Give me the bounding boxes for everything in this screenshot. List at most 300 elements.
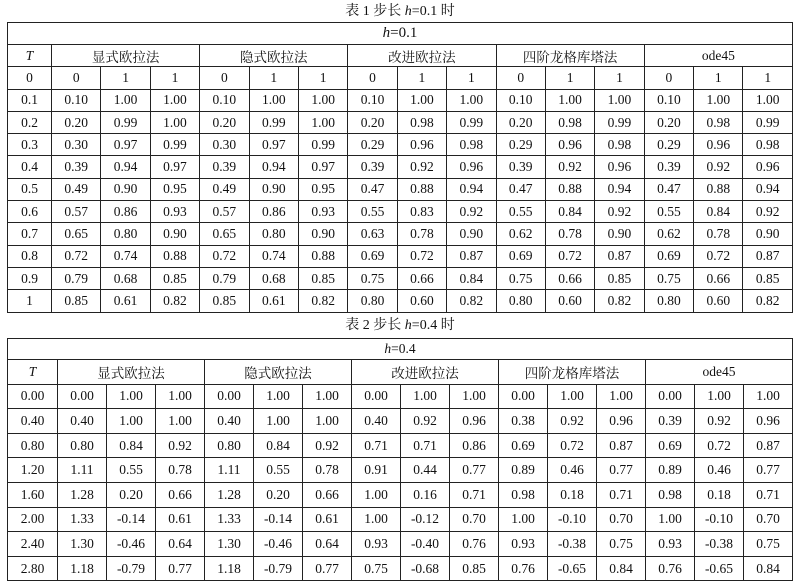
table2-value-cell: 0.72 — [695, 433, 744, 458]
table2-value-cell: 1.00 — [548, 384, 597, 409]
table1-value-cell: 0.78 — [545, 223, 594, 245]
table2-value-cell: 0.55 — [107, 458, 156, 483]
table1-time-cell: 0.2 — [8, 111, 52, 133]
table2-value-cell: 0.71 — [744, 482, 793, 507]
table2-value-cell: 1.00 — [107, 409, 156, 434]
table1-value-cell: 1.00 — [101, 89, 150, 111]
table2-value-cell: -0.38 — [695, 532, 744, 557]
table1-value-cell: 0.85 — [200, 290, 249, 312]
table1-value-cell: 0.74 — [101, 245, 150, 267]
table2-value-cell: 1.18 — [58, 556, 107, 581]
table1-value-cell: 0.72 — [397, 245, 446, 267]
table1-value-cell: 0.87 — [743, 245, 793, 267]
table1-value-cell: 1.00 — [694, 89, 743, 111]
table1-value-cell: 0.72 — [545, 245, 594, 267]
table2-value-cell: 1.00 — [156, 384, 205, 409]
table2-value-cell: 0.76 — [450, 532, 499, 557]
table1-value-cell: 0.68 — [101, 267, 150, 289]
table1-time-cell: 0.7 — [8, 223, 52, 245]
table2-time-cell: 0.40 — [8, 409, 58, 434]
table2-value-cell: 1.00 — [597, 384, 646, 409]
table1-h-row — [8, 23, 793, 45]
table1-value-cell: 0.78 — [694, 223, 743, 245]
table1-value-cell: 0.69 — [348, 245, 397, 267]
table1-row — [8, 223, 793, 245]
table2-value-cell: -0.46 — [254, 532, 303, 557]
table2-value-cell: 1.33 — [58, 507, 107, 532]
table1-header-implicit-euler: 隐式欧拉法 — [200, 45, 348, 67]
table2-value-cell: 0.40 — [58, 409, 107, 434]
table2-value-cell: 0.75 — [597, 532, 646, 557]
table2-value-cell: -0.79 — [254, 556, 303, 581]
table1-value-cell: 0.69 — [644, 245, 693, 267]
table2-row — [8, 482, 793, 507]
table1-header-ode45: ode45 — [644, 45, 792, 67]
table1-value-cell: 0.65 — [52, 223, 101, 245]
table2-value-cell: -0.40 — [401, 532, 450, 557]
table2-caption-suffix: =0.4 时 — [411, 318, 455, 333]
table1-row — [8, 267, 793, 289]
table1-value-cell: 0.61 — [249, 290, 298, 312]
table2-value-cell: 0.69 — [646, 433, 695, 458]
table1-value-cell: 0.88 — [545, 178, 594, 200]
table1-value-cell: 1 — [150, 67, 199, 89]
table2-value-cell: 0.39 — [646, 409, 695, 434]
table1-header-row — [8, 45, 793, 67]
table1-value-cell: 1 — [595, 67, 644, 89]
table1-value-cell: 0.97 — [298, 156, 347, 178]
table1-value-cell: 0.95 — [150, 178, 199, 200]
table1-value-cell: 0.98 — [743, 134, 793, 156]
table1-value-cell: 0.39 — [200, 156, 249, 178]
table2-value-cell: 0.44 — [401, 458, 450, 483]
table1-value-cell: 0.88 — [397, 178, 446, 200]
table1-row — [8, 156, 793, 178]
table1-caption-var: h — [404, 4, 412, 19]
table1-value-cell: 0.96 — [595, 156, 644, 178]
table1-value-cell: 0 — [348, 67, 397, 89]
table2-value-cell: 0.18 — [695, 482, 744, 507]
table2-value-cell: 0.87 — [744, 433, 793, 458]
table2-value-cell: 0.55 — [254, 458, 303, 483]
table1-value-cell: 1.00 — [743, 89, 793, 111]
table2-row — [8, 433, 793, 458]
table2-value-cell: 0.66 — [303, 482, 352, 507]
table1-value-cell: 0.79 — [200, 267, 249, 289]
table1-value-cell: 0.80 — [496, 290, 545, 312]
table2-value-cell: 0.64 — [303, 532, 352, 557]
table2-h-cell — [8, 339, 793, 360]
table1-value-cell: 0.98 — [694, 111, 743, 133]
table1-value-cell: 1.00 — [545, 89, 594, 111]
table1-h-cell — [8, 23, 793, 45]
table2-value-cell: 0.00 — [352, 384, 401, 409]
table1-value-cell: 0 — [52, 67, 101, 89]
table1-value-cell: 0.39 — [348, 156, 397, 178]
table2-value-cell: 0.00 — [499, 384, 548, 409]
table2-value-cell: 0.77 — [597, 458, 646, 483]
table2-value-cell: -0.46 — [107, 532, 156, 557]
table2-caption-var: h — [404, 318, 412, 333]
table1-value-cell: 0.82 — [743, 290, 793, 312]
table1-value-cell: 0.94 — [447, 178, 496, 200]
table2-value-cell: 0.77 — [303, 556, 352, 581]
table2-value-cell: 1.28 — [205, 482, 254, 507]
table1-value-cell: 1.00 — [150, 89, 199, 111]
table2-value-cell: 0.46 — [695, 458, 744, 483]
table1-header-rk4: 四阶龙格库塔法 — [496, 45, 644, 67]
table2-value-cell: -0.10 — [695, 507, 744, 532]
table1-value-cell: 0.90 — [743, 223, 793, 245]
table2-value-cell: 0.40 — [352, 409, 401, 434]
table1-value-cell: 0.97 — [150, 156, 199, 178]
table1-time-cell: 0.3 — [8, 134, 52, 156]
table2-value-cell: 0.84 — [597, 556, 646, 581]
table2-row — [8, 507, 793, 532]
table2-row — [8, 409, 793, 434]
table1-value-cell: 0.85 — [298, 267, 347, 289]
table1-value-cell: 0.80 — [101, 223, 150, 245]
table1-value-cell: 1 — [397, 67, 446, 89]
table1-value-cell: 0.75 — [496, 267, 545, 289]
table2-value-cell: 0.92 — [548, 409, 597, 434]
table2-value-cell: 0.18 — [548, 482, 597, 507]
table2-header-implicit-euler: 隐式欧拉法 — [205, 360, 352, 385]
table1-value-cell: 0.90 — [298, 223, 347, 245]
table1-value-cell: 0.97 — [249, 134, 298, 156]
table2-value-cell: 1.00 — [303, 409, 352, 434]
table2-value-cell: 0.92 — [156, 433, 205, 458]
table1-value-cell: 0.20 — [496, 111, 545, 133]
table2-value-cell: 0.84 — [107, 433, 156, 458]
table2-value-cell: 0.69 — [499, 433, 548, 458]
table2-value-cell: 0.89 — [646, 458, 695, 483]
table1-value-cell: 0.90 — [595, 223, 644, 245]
table1-value-cell: 0.55 — [644, 201, 693, 223]
table1-row — [8, 134, 793, 156]
table2-value-cell: 0.00 — [205, 384, 254, 409]
table1-value-cell: 0.75 — [348, 267, 397, 289]
table1-value-cell: 0.82 — [595, 290, 644, 312]
table2-value-cell: 0.84 — [254, 433, 303, 458]
table2-h-suffix: =0.4 — [391, 341, 416, 356]
table2-value-cell: 0.96 — [597, 409, 646, 434]
table1-value-cell: 1.00 — [249, 89, 298, 111]
table2-value-cell: 1.30 — [205, 532, 254, 557]
table1-value-cell: 0.97 — [101, 134, 150, 156]
table1-value-cell: 0.93 — [298, 201, 347, 223]
table2-value-cell: 0.66 — [156, 482, 205, 507]
table1-value-cell: 0.49 — [52, 178, 101, 200]
table1-value-cell: 0.10 — [496, 89, 545, 111]
table2-value-cell: 1.00 — [695, 384, 744, 409]
table1-value-cell: 0.93 — [150, 201, 199, 223]
table1-value-cell: 0 — [644, 67, 693, 89]
table2-header-rk4: 四阶龙格库塔法 — [499, 360, 646, 385]
table2-h-row — [8, 339, 793, 360]
table1-value-cell: 0.96 — [397, 134, 446, 156]
table2-value-cell: 0.80 — [58, 433, 107, 458]
table2-value-cell: 0.75 — [744, 532, 793, 557]
table1-body — [8, 67, 793, 312]
table1-value-cell: 0.80 — [644, 290, 693, 312]
table1-time-cell: 1 — [8, 290, 52, 312]
table1-value-cell: 0.94 — [595, 178, 644, 200]
table2-value-cell: 1.11 — [205, 458, 254, 483]
table2-value-cell: 0.87 — [597, 433, 646, 458]
table2-value-cell: 0.80 — [205, 433, 254, 458]
table1-value-cell: 1.00 — [150, 111, 199, 133]
table1-value-cell: 0.60 — [545, 290, 594, 312]
table1-value-cell: 0.90 — [150, 223, 199, 245]
table1-time-cell: 0.8 — [8, 245, 52, 267]
table1-value-cell: 0.65 — [200, 223, 249, 245]
table2-value-cell: 0.00 — [646, 384, 695, 409]
table2-value-cell: 0.61 — [156, 507, 205, 532]
table2-value-cell: 1.00 — [401, 384, 450, 409]
table1-value-cell: 1 — [101, 67, 150, 89]
table1-value-cell: 0.99 — [101, 111, 150, 133]
table1-value-cell: 0.82 — [150, 290, 199, 312]
table1-caption-prefix: 表 1 步长 — [345, 4, 405, 19]
table2-value-cell: 0.92 — [401, 409, 450, 434]
table2-time-cell: 0.00 — [8, 384, 58, 409]
table2-value-cell: 0.75 — [352, 556, 401, 581]
table2-value-cell: 0.77 — [744, 458, 793, 483]
table1-time-cell: 0.1 — [8, 89, 52, 111]
table2-value-cell: 0.96 — [744, 409, 793, 434]
table2-value-cell: 0.20 — [254, 482, 303, 507]
table1-value-cell: 0.60 — [397, 290, 446, 312]
table1-value-cell: 0.20 — [200, 111, 249, 133]
table1-value-cell: 0.20 — [644, 111, 693, 133]
table2-value-cell: 1.18 — [205, 556, 254, 581]
table2-value-cell: 0.20 — [107, 482, 156, 507]
table2-value-cell: 0.85 — [450, 556, 499, 581]
table2-value-cell: 1.00 — [107, 384, 156, 409]
table2-value-cell: 1.00 — [156, 409, 205, 434]
table2-time-cell: 2.40 — [8, 532, 58, 557]
table1-value-cell: 0.88 — [298, 245, 347, 267]
table2-value-cell: 0.78 — [303, 458, 352, 483]
table1-time-cell: 0.5 — [8, 178, 52, 200]
table1-time-cell: 0.4 — [8, 156, 52, 178]
table1-value-cell: 0.85 — [595, 267, 644, 289]
table2-value-cell: -0.10 — [548, 507, 597, 532]
table2-value-cell: -0.79 — [107, 556, 156, 581]
table2-value-cell: 1.00 — [254, 384, 303, 409]
table2-value-cell: 0.93 — [499, 532, 548, 557]
table1-value-cell: 0.90 — [249, 178, 298, 200]
table2-value-cell: 0.64 — [156, 532, 205, 557]
table1-value-cell: 0.75 — [644, 267, 693, 289]
table2-value-cell: 1.28 — [58, 482, 107, 507]
table1-row — [8, 201, 793, 223]
table2-value-cell: 0.76 — [646, 556, 695, 581]
table2-row — [8, 458, 793, 483]
table1-value-cell: 0.85 — [52, 290, 101, 312]
table1-value-cell: 0.80 — [249, 223, 298, 245]
table1-value-cell: 0.10 — [644, 89, 693, 111]
table2-time-cell: 2.80 — [8, 556, 58, 581]
table2-value-cell: -0.12 — [401, 507, 450, 532]
table1-header-explicit-euler: 显式欧拉法 — [52, 45, 200, 67]
table1-value-cell: 1 — [694, 67, 743, 89]
table1-header-t: T — [8, 45, 52, 67]
table1-h-var: h — [382, 25, 391, 41]
table1-value-cell: 0.78 — [397, 223, 446, 245]
table2-time-cell: 1.20 — [8, 458, 58, 483]
table2-value-cell: 0.89 — [499, 458, 548, 483]
table2-value-cell: 0.77 — [450, 458, 499, 483]
table2-header-row — [8, 360, 793, 385]
table1-value-cell: 0.96 — [447, 156, 496, 178]
table1-value-cell: 0.96 — [743, 156, 793, 178]
table2-value-cell: 1.33 — [205, 507, 254, 532]
table1-caption — [0, 4, 800, 20]
table2-value-cell: 1.00 — [450, 384, 499, 409]
table1-value-cell: 1.00 — [298, 89, 347, 111]
table2-caption-prefix: 表 2 步长 — [345, 318, 405, 333]
table2-header-improved-euler: 改进欧拉法 — [352, 360, 499, 385]
table1-value-cell: 0.98 — [545, 111, 594, 133]
table1-row — [8, 67, 793, 89]
table2-value-cell: 1.00 — [352, 482, 401, 507]
table1-value-cell: 0.85 — [743, 267, 793, 289]
table2-value-cell: 0.86 — [450, 433, 499, 458]
table1-value-cell: 0.39 — [644, 156, 693, 178]
table1-value-cell: 0.99 — [743, 111, 793, 133]
table1-value-cell: 0.39 — [496, 156, 545, 178]
table2-value-cell: 0.71 — [450, 482, 499, 507]
table2-row — [8, 384, 793, 409]
table2-value-cell: 1.00 — [744, 384, 793, 409]
table1-value-cell: 0.94 — [743, 178, 793, 200]
table1-value-cell: 0.92 — [595, 201, 644, 223]
table1-value-cell: 0.39 — [52, 156, 101, 178]
table2-row — [8, 532, 793, 557]
table1-value-cell: 0.66 — [694, 267, 743, 289]
table1-value-cell: 0.57 — [200, 201, 249, 223]
table2-value-cell: 0.71 — [597, 482, 646, 507]
table1-value-cell: 0.86 — [249, 201, 298, 223]
table1-value-cell: 0.98 — [447, 134, 496, 156]
table1-h-suffix: =0.1 — [390, 25, 418, 41]
table2-h-var: h — [384, 341, 392, 356]
table1-value-cell: 0.20 — [348, 111, 397, 133]
table2-value-cell: 0.92 — [695, 409, 744, 434]
table2-value-cell: 0.71 — [401, 433, 450, 458]
table1-row — [8, 178, 793, 200]
table1-value-cell: 0.99 — [249, 111, 298, 133]
table1-value-cell: 0.66 — [545, 267, 594, 289]
table2-header-t: T — [8, 360, 58, 385]
table2-value-cell: 1.00 — [254, 409, 303, 434]
table1-value-cell: 0.62 — [496, 223, 545, 245]
table1-value-cell: 0.99 — [298, 134, 347, 156]
table2-value-cell: 0.46 — [548, 458, 597, 483]
table1-value-cell: 0.87 — [447, 245, 496, 267]
table1-value-cell: 1 — [545, 67, 594, 89]
table1-value-cell: 0.61 — [101, 290, 150, 312]
table1-value-cell: 0.84 — [545, 201, 594, 223]
table1-value-cell: 0.94 — [101, 156, 150, 178]
table2-value-cell: 0.70 — [744, 507, 793, 532]
table2-value-cell: 0.38 — [499, 409, 548, 434]
table2-value-cell: 0.70 — [450, 507, 499, 532]
table2-value-cell: 0.96 — [450, 409, 499, 434]
table1-header-improved-euler: 改进欧拉法 — [348, 45, 496, 67]
table2-value-cell: 0.40 — [205, 409, 254, 434]
table1-value-cell: 0.20 — [52, 111, 101, 133]
table1-value-cell: 1.00 — [595, 89, 644, 111]
table2-value-cell: 0.93 — [352, 532, 401, 557]
table1-value-cell: 0.92 — [694, 156, 743, 178]
table1-value-cell: 0.10 — [52, 89, 101, 111]
table2-value-cell: 0.98 — [646, 482, 695, 507]
table1-value-cell: 0.79 — [52, 267, 101, 289]
table1-value-cell: 0.66 — [397, 267, 446, 289]
table1-value-cell: 0.57 — [52, 201, 101, 223]
table1-value-cell: 0.99 — [150, 134, 199, 156]
table1-value-cell: 0.68 — [249, 267, 298, 289]
table1-value-cell: 0.87 — [595, 245, 644, 267]
table1-time-cell: 0.6 — [8, 201, 52, 223]
table1-value-cell: 0.84 — [694, 201, 743, 223]
table1-value-cell: 0 — [200, 67, 249, 89]
table1-value-cell: 0.72 — [694, 245, 743, 267]
table1-value-cell: 0.69 — [496, 245, 545, 267]
table1-row — [8, 245, 793, 267]
table2-value-cell: 0.92 — [303, 433, 352, 458]
table2-header-explicit-euler: 显式欧拉法 — [58, 360, 205, 385]
table2-value-cell: 1.00 — [499, 507, 548, 532]
table2-value-cell: -0.65 — [695, 556, 744, 581]
table1-value-cell: 0.62 — [644, 223, 693, 245]
table1-value-cell: 0.94 — [249, 156, 298, 178]
table1-value-cell: 0.29 — [644, 134, 693, 156]
table1-value-cell: 0.60 — [694, 290, 743, 312]
table1-value-cell: 0.30 — [200, 134, 249, 156]
table1-value-cell: 1.00 — [397, 89, 446, 111]
table1-value-cell: 0.72 — [52, 245, 101, 267]
table1-value-cell: 0.49 — [200, 178, 249, 200]
table2-value-cell: 1.00 — [646, 507, 695, 532]
table1-value-cell: 0.47 — [496, 178, 545, 200]
table2-caption — [0, 318, 800, 334]
table1-row — [8, 111, 793, 133]
table1-value-cell: 1 — [447, 67, 496, 89]
table1-value-cell: 0.96 — [545, 134, 594, 156]
table2-value-cell: 0.72 — [548, 433, 597, 458]
table1-value-cell: 0.55 — [348, 201, 397, 223]
table2-value-cell: 0.84 — [744, 556, 793, 581]
table2-value-cell: 0.00 — [58, 384, 107, 409]
table2-value-cell: 0.91 — [352, 458, 401, 483]
table2-value-cell: -0.38 — [548, 532, 597, 557]
table1-value-cell: 0.84 — [447, 267, 496, 289]
table1-value-cell: 0.90 — [447, 223, 496, 245]
table1-value-cell: 1.00 — [298, 111, 347, 133]
table2-value-cell: -0.14 — [254, 507, 303, 532]
table2-value-cell: 1.11 — [58, 458, 107, 483]
table1-value-cell: 0.98 — [397, 111, 446, 133]
table1-value-cell: 0.95 — [298, 178, 347, 200]
table1-value-cell: 0.85 — [150, 267, 199, 289]
table1-value-cell: 0.90 — [101, 178, 150, 200]
table2-value-cell: 1.00 — [303, 384, 352, 409]
table2-value-cell: 0.76 — [499, 556, 548, 581]
